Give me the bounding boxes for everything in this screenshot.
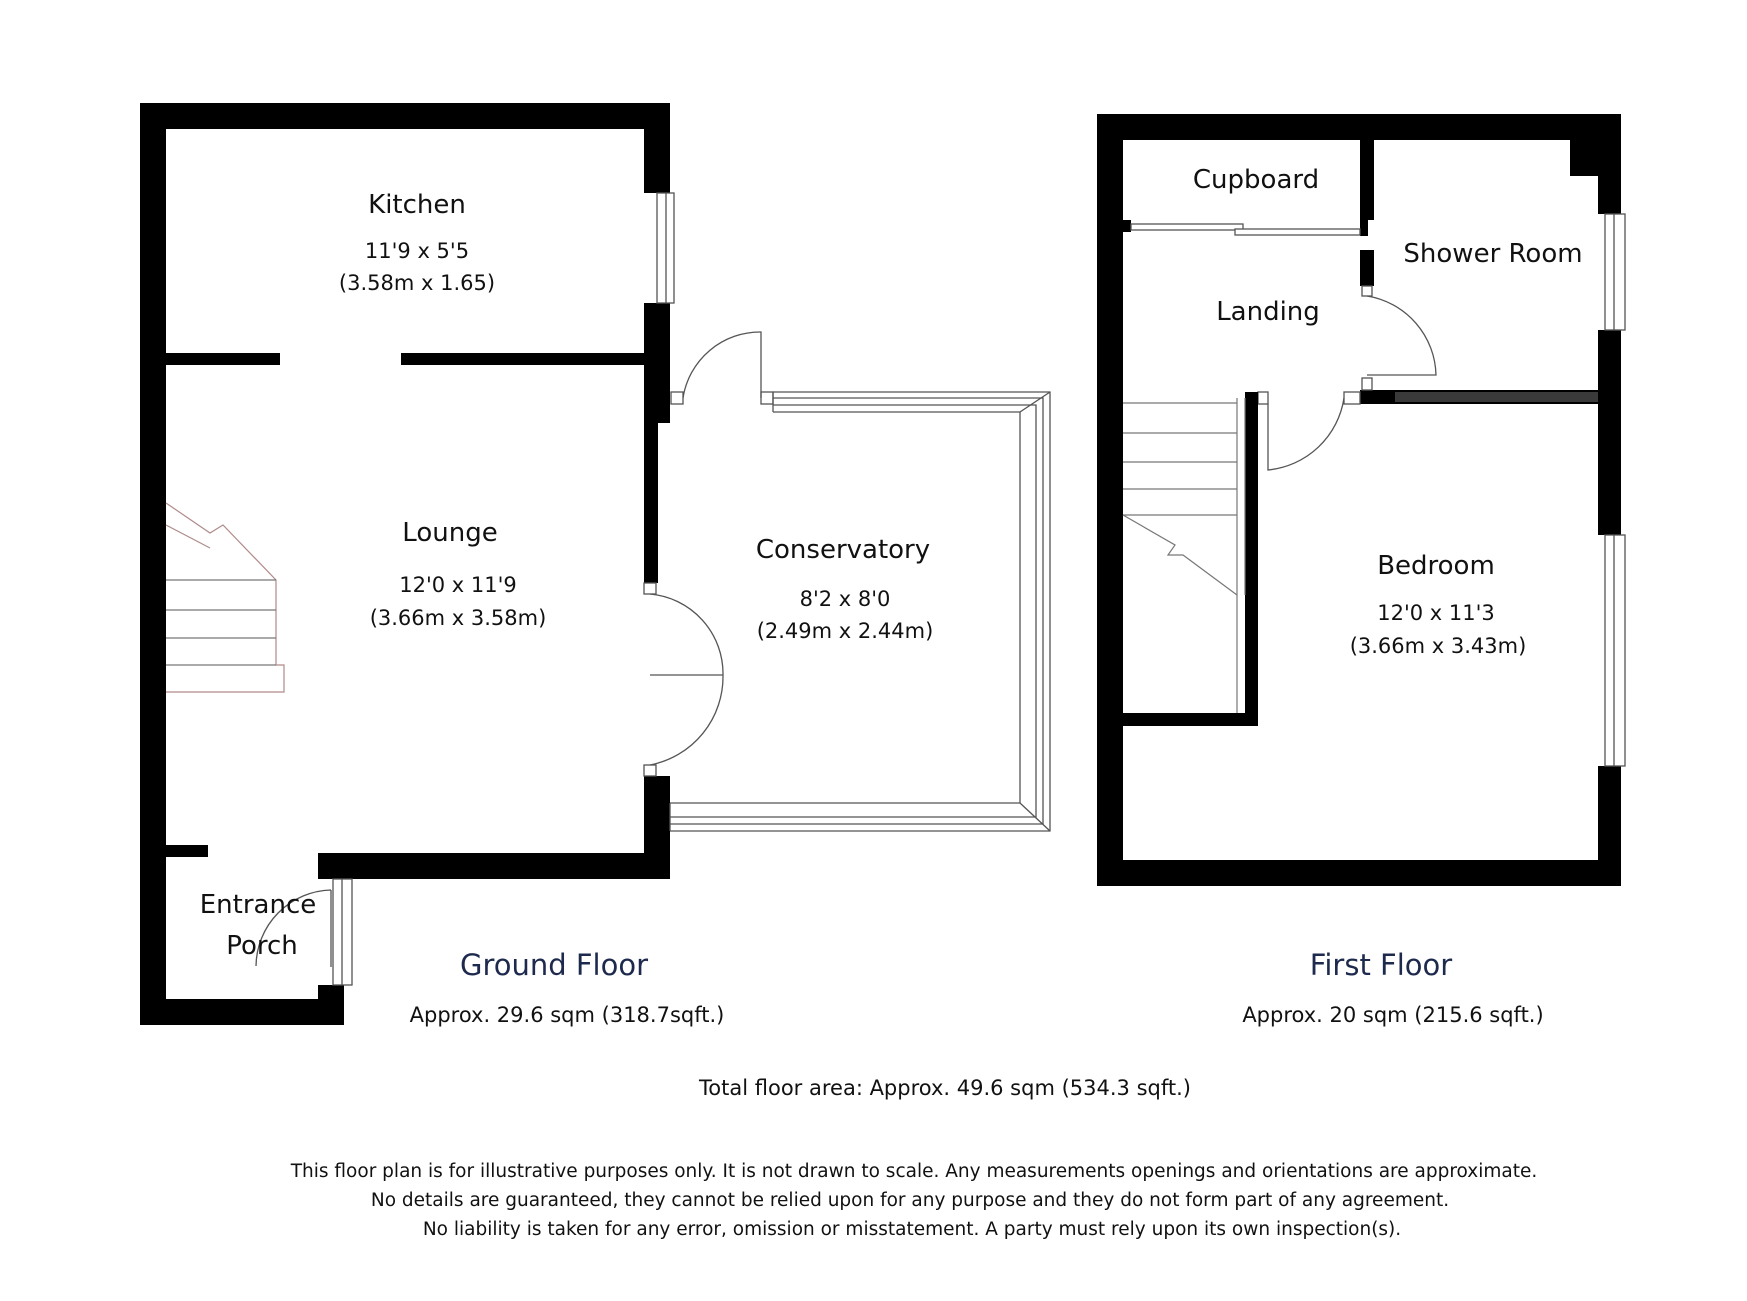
room-dimensions-metric: (3.58m x 1.65) [338,271,496,295]
room-dimensions-imperial: 12'0 x 11'9 [399,573,517,597]
bedroom-label [1350,551,1527,658]
wall [1360,140,1374,220]
room-dimensions-metric: (3.66m x 3.58m) [369,606,547,630]
wall [1598,766,1621,886]
disclaimer-line: No details are guaranteed, they cannot be relied upon for any purpose and they do not form part of any agreement. [370,1190,1450,1211]
total-floor-area: Total floor area: Approx. 49.6 sqm (534.3 sqft.) [699,1076,1191,1100]
cupboard-label [1193,165,1319,195]
wall [401,353,644,365]
disclaimer [290,1161,1538,1240]
wall [644,776,670,879]
room-name-line1: Entrance [199,890,317,920]
french-doors [650,594,723,765]
room-dimensions-metric: (3.66m x 3.43m) [1349,634,1527,658]
kitchen-label [339,190,495,295]
shower-room-door [1367,296,1436,375]
wall [318,985,344,1025]
wall [140,103,166,1025]
wall [1123,713,1258,726]
room-dimensions-imperial: 11'9 x 5'5 [364,239,470,263]
room-dimensions-imperial: 8'2 x 8'0 [799,587,891,611]
ground-floor-title: Ground Floor [459,948,649,982]
wall [1097,114,1123,886]
wall [1598,330,1621,535]
disclaimer-line: No liability is taken for any error, omission or misstatement. A party must rely upon its own inspection(s). [422,1219,1402,1240]
wall [1245,392,1258,726]
shower-room-window [1605,214,1625,330]
conservatory-door [683,332,761,398]
wall [1570,140,1600,176]
wall [644,103,670,193]
room-name: Shower Room [1403,239,1583,269]
bedroom-window [1605,535,1625,766]
wall [1097,114,1621,140]
wall [644,303,670,423]
wall [1360,250,1374,286]
wall [166,845,208,857]
room-name: Landing [1216,297,1320,327]
room-name: Cupboard [1192,165,1320,195]
room-name-line2: Porch [226,931,298,961]
wall [318,853,670,879]
bedroom-door [1268,398,1344,470]
room-name: Lounge [402,518,498,548]
wall [1097,860,1621,886]
wall [1598,114,1621,214]
wall [1360,220,1368,236]
ground-floor-area: Approx. 29.6 sqm (318.7sqft.) [409,1003,725,1027]
disclaimer-line: This floor plan is for illustrative purposes only. It is not drawn to scale. Any measurements openings and orientations are approximate. [290,1161,1538,1182]
first-floor-title: First Floor [1309,948,1453,982]
first-floor-area: Approx. 20 sqm (215.6 sqft.) [1242,1003,1544,1027]
door-jamb [644,765,656,776]
room-name: Bedroom [1377,551,1495,581]
door-jamb [644,583,656,594]
first-floor-plan [1097,114,1625,886]
wall [140,999,344,1025]
wall [1123,220,1131,232]
wall [644,423,658,583]
conservatory-label [756,535,933,643]
landing-stairs [1123,398,1245,713]
conservatory-frame [670,392,1050,831]
shower-room-label [1403,239,1582,269]
entrance-porch-label [200,890,317,961]
room-name: Kitchen [368,190,466,220]
landing-label [1216,297,1320,327]
lounge-stairs [166,503,284,692]
room-dimensions-metric: (2.49m x 2.44m) [756,619,934,643]
room-name: Conservatory [755,535,931,565]
room-dimensions-imperial: 12'0 x 11'3 [1377,601,1495,625]
cupboard-sliding-doors [1131,224,1360,235]
wall [166,353,280,365]
wall [140,103,670,129]
lounge-label [370,518,547,630]
